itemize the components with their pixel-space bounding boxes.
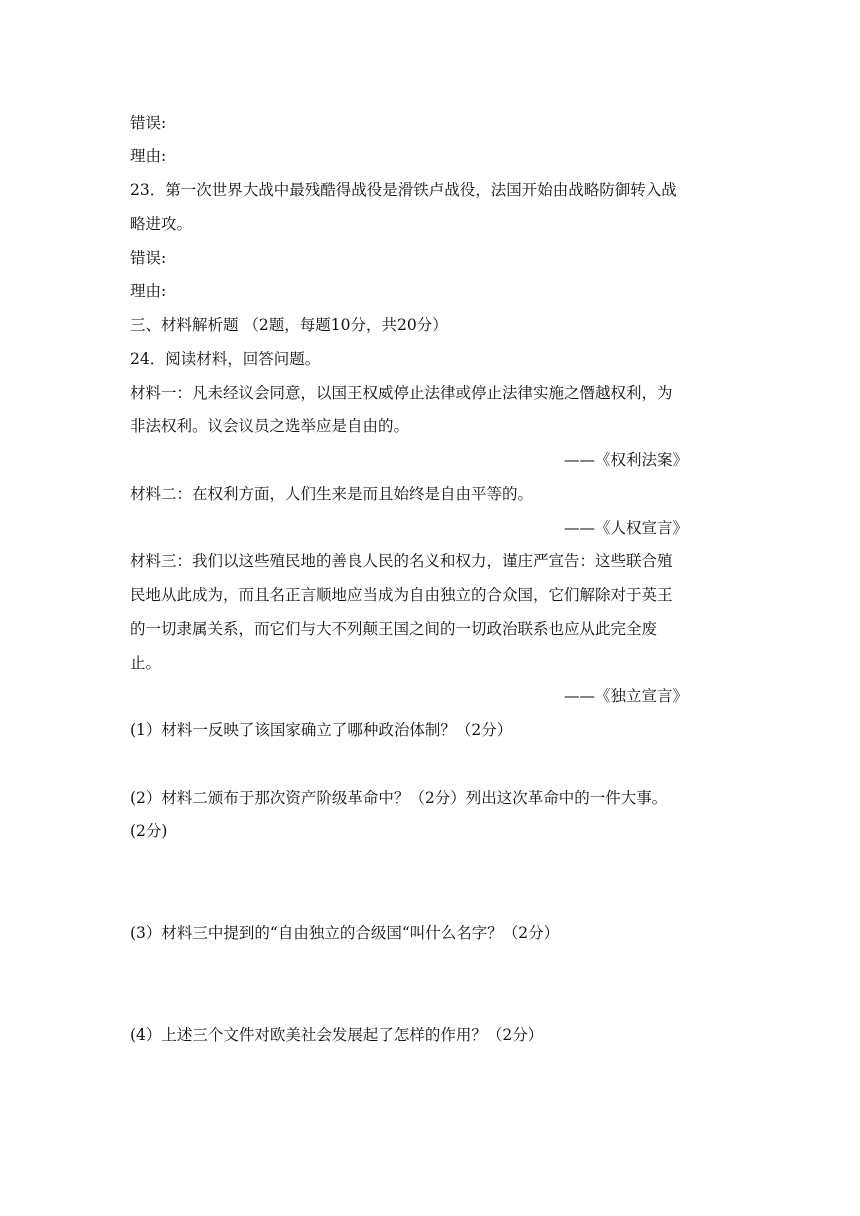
material1-line1: 材料一：凡未经议会同意，以国王权威停止法律或停止法律实施之僭越权利，为: [130, 384, 673, 402]
sub-question-2-line2: (2分): [130, 822, 168, 840]
q24-intro: 24．阅读材料，回答问题。: [130, 350, 321, 368]
material3-line1: 材料三：我们以这些殖民地的善良人民的名义和权力，谨庄严宣告：这些联合殖: [130, 552, 673, 570]
q22-error-label: 错误:: [130, 114, 167, 132]
material1-source: ——《权利法案》: [563, 451, 688, 469]
material3-line2: 民地从此成为，而且名正言顺地应当成为自由独立的合众国，它们解除对于英王: [130, 586, 673, 604]
sub-question-1: (1）材料一反映了该国家确立了哪种政治体制？（2分）: [130, 721, 513, 739]
sub-question-3: (3）材料三中提到的“自由独立的合级国“叫什么名字？（2分）: [130, 924, 560, 942]
q22-reason-label: 理由:: [130, 147, 167, 165]
sub-question-4: (4）上述三个文件对欧美社会发展起了怎样的作用？（2分）: [130, 1026, 544, 1044]
material3-line4: 止。: [130, 654, 162, 672]
sub-question-2-line1: (2）材料二颁布于那次资产阶级革命中？（2分）列出这次革命中的一件大事。: [130, 789, 668, 807]
q23-error-label: 错误:: [130, 249, 167, 267]
material3-line3: 的一切隶属关系，而它们与大不列颠王国之间的一切政治联系也应从此完全废: [130, 620, 658, 638]
material3-source: ——《独立宣言》: [563, 687, 688, 705]
material2: 材料二：在权利方面，人们生来是而且始终是自由平等的。: [130, 485, 534, 503]
material1-line2: 非法权利。议会议员之选举应是自由的。: [130, 417, 410, 435]
q23-text-line1: 23．第一次世界大战中最残酷得战役是滑铁卢战役，法国开始由战略防御转入战: [130, 181, 677, 199]
q23-text-line2: 略进攻。: [130, 215, 193, 233]
q23-reason-label: 理由:: [130, 282, 167, 300]
section3-heading: 三、材料解析题 （2题，每题10分，共20分）: [130, 316, 448, 334]
material2-source: ——《人权宣言》: [563, 519, 688, 537]
